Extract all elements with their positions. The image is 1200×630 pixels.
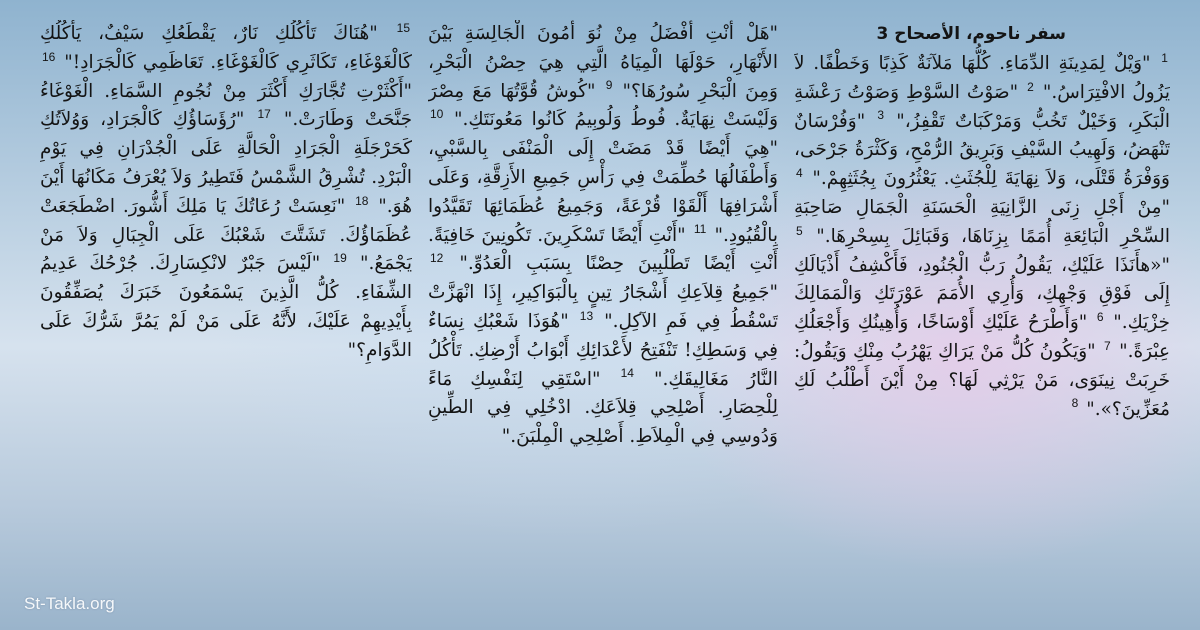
verse-number: 6 xyxy=(1096,310,1104,325)
verse-number: 18 xyxy=(355,193,369,208)
verse-text: "وَفُرْسَانٌ تَنْهَضُ، وَلَهِيبُ السَّيْفِ وَبَرِيقُ الرُّمْحِ، وَكَثْرَةُ جَرْحَى، وَوَفْرَةُ قَتْلَى، وَلاَ نِهَايَةَ لِلْجُثَثِ. يَعْثُرُونَ بِجُثَثِهِمْ." xyxy=(794,110,1170,190)
verse-text: "«هأَنَذَا عَلَيْكِ، يَقُولُ رَبُّ الْجُنُودِ، فَأَكْشِفُ أَذْيَالَكِ إِلَى فَوْقِ وَجْهِكِ، وَأُرِي الأُمَمَ عَوْرَتَكِ وَالْمَمَالِكَ خِزْيَكِ." xyxy=(794,254,1170,334)
verse-number: 15 xyxy=(396,20,410,35)
verse xyxy=(794,338,1170,420)
verse-text: "أَكْثَرْتِ تُجَّارَكِ أَكْثَرَ مِنْ نُجُومِ السَّمَاءِ. الْغَوْغَاءُ جَنَّحَتْ وَطَارَتْ." xyxy=(40,80,412,131)
verse-text: "رُؤَسَاؤُكِ كَالْجَرَادِ، وَوُلاَتُكِ كَحَرْجَلَةِ الْجَرَادِ الْحَالَّةِ عَلَى الْجُدْرَانِ فِي يَوْمِ الْبَرْدِ. تُشْرِقُ الشَّمْسُ فَتَطِيرُ وَلاَ يُعْرَفُ مَكَانُهَا أَيْنَ هُوَ." xyxy=(40,109,412,217)
verse-text: "لَيْسَ جَبْرٌ لانْكِسَارِكَ. جُرْحُكَ عَدِيمُ الشِّفَاءِ. كُلُّ الَّذِينَ يَسْمَعُونَ خَبَرَكَ يُصَفِّقُونَ بِأَيْدِيهِمْ عَلَيْكَ، لأَنَّهُ عَلَى مَنْ لَمْ يَمُرَّ شَرُّكَ عَلَى الدَّوَامِ؟" xyxy=(40,253,412,361)
text-column-right xyxy=(794,20,1170,610)
verse-text: "هَلْ أَنْتِ أَفْضَلُ مِنْ نُوَ أَمُونَ الْجَالِسَةِ بَيْنَ الأَنْهَارِ، حَوْلَهَا الْمِيَاهُ الَّتِي هِيَ حِصْنُ الْبَحْرِ، وَمِنَ الْبَحْرِ سُورُهَا؟" xyxy=(428,23,778,102)
verse-text: "كُوشُ قُوَّتُهَا مَعَ مِصْرَ وَلَيْسَتْ نِهَايَةٌ. فُوطُ وَلُوبِيمُ كَانُوا مَعُونَتَكِ." xyxy=(428,80,778,131)
verse-text: "مِنْ أَجْلِ زِنَى الزَّانِيَةِ الْحَسَنَةِ الْجَمَالِ صَاحِبَةِ السِّحْرِ الْبَائِعَةِ أُمَمًا بِزِنَاهَا، وَقَبَائِلَ بِسِحْرِهَا." xyxy=(794,196,1170,247)
verse-text: "وَأَطْرَحُ عَلَيْكِ أَوْسَاخًا، وَأُهِينُكِ وَأَجْعَلُكِ عِبْرَةً." xyxy=(794,312,1170,362)
verse xyxy=(1070,396,1081,420)
verse-number: 12 xyxy=(430,251,444,266)
verse-number: 13 xyxy=(579,308,594,323)
site-watermark: St-Takla.org xyxy=(24,594,115,613)
verse-text: "أَنْتِ أَيْضًا تَسْكَرِينَ. تَكُونِينَ خَافِيَةً. أَنْتِ أَيْضًا تَطْلُبِينَ حِصْنًا بِسَبَبِ الْعَدُوِّ." xyxy=(428,224,778,275)
verse-number: 11 xyxy=(693,222,707,237)
verse-number: 3 xyxy=(877,108,885,123)
verse-number: 4 xyxy=(796,166,803,181)
verse xyxy=(40,253,412,360)
verse-text: "هُنَاكَ تَأْكُلُكِ نَارٌ، يَقْطَعُكِ سَيْفٌ، يَأْكُلُكِ كَالْغَوْغَاءِ، تَكَاثَرِي كَالْغَوْغَاءِ. تَعَاظَمِي كَالْجَرَادِ!" xyxy=(40,23,412,73)
text-column-left xyxy=(40,20,412,610)
verse-text: "هُوَذَا شَعْبُكِ نِسَاءٌ فِي وَسَطِكِ! تَنْفَتِحُ لأَعْدَائِكِ أَبْوَابُ أَرْضِكِ. تَأْكُلُ النَّارُ مَغَالِيقَكِ." xyxy=(428,310,778,390)
chapter-heading: سفر ناحوم، الأصحاح 3 xyxy=(876,24,1066,44)
verse-number: 16 xyxy=(42,49,56,64)
verse-number: 2 xyxy=(1027,79,1034,94)
verse-text: "جَمِيعُ قِلاَعِكِ أَشْجَارُ تِينٍ بِالْبَوَاكِيرِ، إِذَا انْهَزَّتْ تَسْقُطُ فِي فَمِ الآكِلِ." xyxy=(428,282,778,332)
verse-number: 17 xyxy=(257,107,271,122)
verse-text: "هِيَ أَيْضًا قَدْ مَضَتْ إِلَى الْمَنْفَى بِالسَّبْيِ، وَأَطْفَالُهَا حُطِّمَتْ فِي رَأْسِ جَمِيعِ الأَزِقَّةِ، وَعَلَى أَشْرَافِهَا أَلْقَوْا قُرْعَةً، وَجَمِيعُ عُظَمَائِهَا تَقَيَّدُوا بِالْقُيُودِ." xyxy=(428,138,778,246)
verse xyxy=(40,20,412,73)
verse-number: 9 xyxy=(605,78,613,93)
verse-number: 8 xyxy=(1071,396,1079,411)
verse-text: "وَيَكُونُ كُلُّ مَنْ يَرَاكِ يَهْرُبُ مِنْكِ وَيَقُولُ: خَرِبَتْ نِينَوَى، مَنْ يَرْثِي لَهَا؟ مِنْ أَيْنَ أَطْلُبُ لَكِ مُعَزِّينَ؟»." xyxy=(794,340,1170,420)
verse-text: "اسْتَقِي لِنَفْسِكِ مَاءً لِلْحِصَارِ. أَصْلِحِي قِلاَعَكِ. ادْخُلِي فِي الطِّينِ وَدُوسِي فِي الْمِلاَطِ. أَصْلِحِي الْمِلْبَنَ." xyxy=(428,368,778,448)
verse-number: 10 xyxy=(430,107,444,122)
verse-text: "صَوْتُ السَّوْطِ وَصَوْتُ رَعْشَةِ الْبَكَرِ، وَخَيْلٌ تَخُبُّ وَمَرْكَبَاتٌ تَقْفِزُ،" xyxy=(794,81,1170,132)
verse-number: 14 xyxy=(620,366,634,381)
verse-text: "نَعِسَتْ رُعَاتُكَ يَا مَلِكَ أَشُّورَ. اضْطَجَعَتْ عُظَمَاؤُكَ. تَشَتَّتَ شَعْبُكَ عَلَى الْجِبَالِ وَلاَ مَنْ يَجْمَعُ." xyxy=(40,195,412,275)
verse-number: 19 xyxy=(333,251,347,266)
verse-number: 1 xyxy=(1161,50,1168,65)
verse-number: 5 xyxy=(796,223,803,238)
verse-text: "وَيْلٌ لِمَدِينَةِ الدِّمَاءِ. كُلُّهَا مَلآنَةٌ كَذِبًا وَخَطْفًا. لاَ يَزُولُ الافْتِرَاسُ." xyxy=(794,53,1170,103)
text-column-middle xyxy=(428,20,778,610)
verse-number: 7 xyxy=(1104,338,1111,353)
